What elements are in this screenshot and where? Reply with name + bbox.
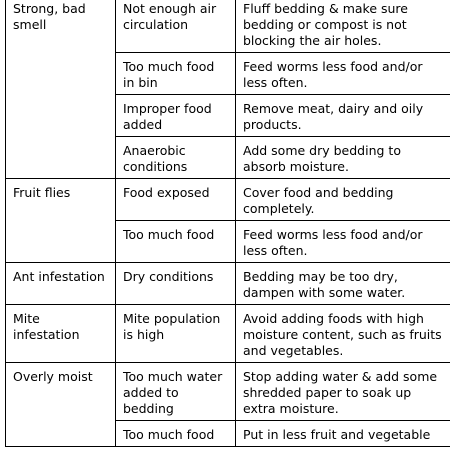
problem-cell: Strong, bad smell xyxy=(6,0,116,179)
solution-cell: Avoid adding foods with high moisture content, such as fruits and vegetables. xyxy=(236,305,450,363)
table-row xyxy=(6,363,450,421)
table-row xyxy=(6,0,450,53)
cause-cell: Anaerobic conditions xyxy=(116,137,236,179)
solution-cell: Put in less fruit and vegetable xyxy=(236,421,450,447)
solution-cell: Stop adding water & add some shredded paper to soak up extra moisture. xyxy=(236,363,450,421)
solution-cell: Cover food and bedding completely. xyxy=(236,179,450,221)
problem-cell: Ant infestation xyxy=(6,263,116,305)
solution-cell: Add some dry bedding to absorb moisture. xyxy=(236,137,450,179)
table-row xyxy=(6,179,450,221)
problem-cell: Overly moist xyxy=(6,363,116,447)
cause-cell: Food exposed xyxy=(116,179,236,221)
cause-cell: Too much food xyxy=(116,421,236,447)
problem-cell: Mite infestation xyxy=(6,305,116,363)
cause-cell: Too much food xyxy=(116,221,236,263)
solution-cell: Feed worms less food and/or less often. xyxy=(236,53,450,95)
solution-cell: Feed worms less food and/or less often. xyxy=(236,221,450,263)
table-row xyxy=(6,263,450,305)
troubleshooting-table-container xyxy=(5,0,450,447)
cause-cell: Improper food added xyxy=(116,95,236,137)
cause-cell: Too much water added to bedding xyxy=(116,363,236,421)
cause-cell: Dry conditions xyxy=(116,263,236,305)
solution-cell: Fluff bedding & make sure bedding or compost is not blocking the air holes. xyxy=(236,0,450,53)
troubleshooting-table xyxy=(5,0,450,447)
table-row xyxy=(6,305,450,363)
cause-cell: Too much food in bin xyxy=(116,53,236,95)
cause-cell: Mite population is high xyxy=(116,305,236,363)
solution-cell: Remove meat, dairy and oily products. xyxy=(236,95,450,137)
cause-cell: Not enough air circulation xyxy=(116,0,236,53)
problem-cell: Fruit flies xyxy=(6,179,116,263)
solution-cell: Bedding may be too dry, dampen with some water. xyxy=(236,263,450,305)
